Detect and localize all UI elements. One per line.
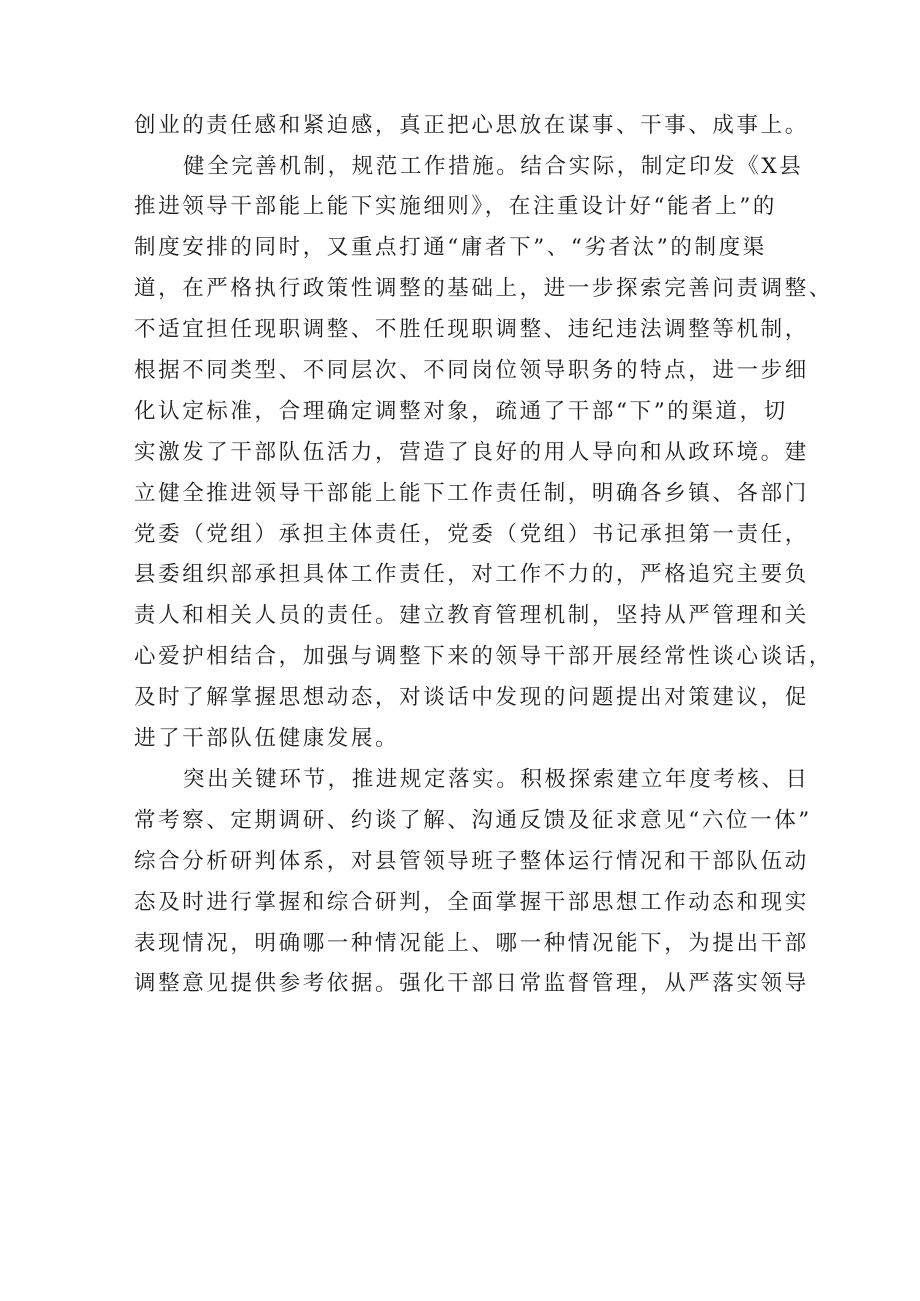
paragraph-line: 根据不同类型、不同层次、不同岗位领导职务的特点，进一步细 xyxy=(134,358,809,384)
paragraph-line: 态及时进行掌握和综合研判，全面掌握干部思想工作动态和现实 xyxy=(134,889,809,915)
paragraph-line: 心爱护相结合，加强与调整下来的领导干部开展经常性谈心谈话， xyxy=(134,644,833,670)
paragraph-line: 立健全推进领导干部能上能下工作责任制，明确各乡镇、各部门 xyxy=(134,480,809,506)
paragraph-line: 推进领导干部能上能下实施细则》，在注重设计好“能者上”的 xyxy=(134,194,778,220)
paragraph-line: 表现情况，明确哪一种情况能上、哪一种情况能下，为提出干部 xyxy=(134,930,809,956)
paragraph-line: 实激发了干部队伍活力，营造了良好的用人导向和从政环境。建 xyxy=(134,439,809,465)
paragraph-line: 进了干部队伍健康发展。 xyxy=(134,726,400,752)
paragraph-line: 不适宜担任现职调整、不胜任现职调整、违纪违法调整等机制， xyxy=(134,317,809,343)
paragraph-line: 常考察、定期调研、约谈了解、沟通反馈及征求意见“六位一体” xyxy=(134,807,812,833)
paragraph-line: 健全完善机制，规范工作措施。结合实际，制定印发《X县 xyxy=(183,153,804,179)
paragraph-line: 制度安排的同时，又重点打通“庸者下”、“劣者汰”的制度渠 xyxy=(134,235,767,261)
document-body xyxy=(134,105,833,1005)
paragraph-line: 道，在严格执行政策性调整的基础上，进一步探索完善问责调整、 xyxy=(134,276,833,302)
paragraph-line: 党委（党组）承担主体责任，党委（党组）书记承担第一责任， xyxy=(134,521,809,547)
paragraph-line: 化认定标准，合理确定调整对象，疏通了干部“下”的渠道，切 xyxy=(134,398,788,424)
paragraph-line: 县委组织部承担具体工作责任，对工作不力的，严格追究主要负 xyxy=(134,562,809,588)
paragraph-line: 责人和相关人员的责任。建立教育管理机制，坚持从严管理和关 xyxy=(134,603,809,629)
paragraph-line: 及时了解掌握思想动态，对谈话中发现的问题提出对策建议，促 xyxy=(134,685,809,711)
paragraph-line: 调整意见提供参考依据。强化干部日常监督管理，从严落实领导 xyxy=(134,971,809,997)
paragraph-line: 突出关键环节，推进规定落实。积极探索建立年度考核、日 xyxy=(183,766,810,792)
paragraph-line: 综合分析研判体系，对县管领导班子整体运行情况和干部队伍动 xyxy=(134,848,809,874)
paragraph-line: 创业的责任感和紧迫感，真正把心思放在谋事、干事、成事上。 xyxy=(134,112,809,138)
